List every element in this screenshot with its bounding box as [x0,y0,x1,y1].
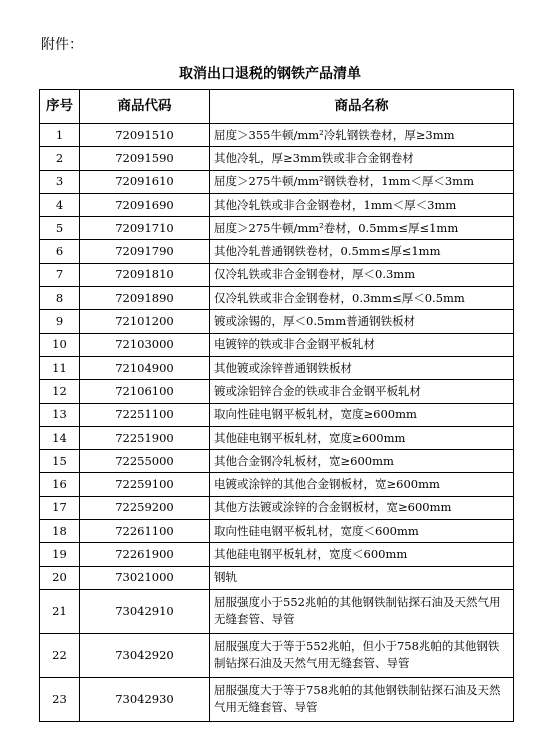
table-row [40,403,514,426]
table-row [40,677,514,721]
document-title: 取消出口退税的钢铁产品清单 [179,66,361,82]
cell-seq: 1 [40,124,80,147]
cell-seq: 9 [40,310,80,333]
table-row [40,566,514,589]
cell-code: 73021000 [80,566,210,589]
cell-code: 73042930 [80,677,210,721]
cell-code: 72091710 [80,217,210,240]
cell-seq: 11 [40,356,80,379]
cell-name: 仅冷轧铁或非合金钢卷材，厚＜0.3mm [210,263,514,286]
cell-code: 72255000 [80,450,210,473]
cell-name: 其他硅电钢平板轧材，宽度＜600mm [210,543,514,566]
cell-seq: 18 [40,520,80,543]
cell-name: 其他镀或涂锌普通钢铁板材 [210,356,514,379]
table-row [40,124,514,147]
cell-name: 电镀或涂锌的其他合金钢板材，宽≥600mm [210,473,514,496]
table-row [40,333,514,356]
cell-code: 72091610 [80,170,210,193]
cell-seq: 15 [40,450,80,473]
cell-code: 72106100 [80,380,210,403]
table-row [40,380,514,403]
cell-name: 其他合金钢冷轧板材，宽≥600mm [210,450,514,473]
cell-name: 镀或涂铝锌合金的铁或非合金钢平板轧材 [210,380,514,403]
cell-code: 72259100 [80,473,210,496]
cell-name: 其他冷轧，厚≥3mm铁或非合金钢卷材 [210,147,514,170]
cell-name: 其他方法镀或涂锌的合金钢板材，宽≥600mm [210,496,514,519]
cell-seq: 2 [40,147,80,170]
cell-code: 72251900 [80,426,210,449]
cell-name: 取向性硅电钢平板轧材，宽度≥600mm [210,403,514,426]
table-row [40,633,514,677]
table-row [40,170,514,193]
cell-code: 72091790 [80,240,210,263]
cell-name: 仅冷轧铁或非合金钢卷材，0.3mm≤厚＜0.5mm [210,287,514,310]
table-row [40,217,514,240]
header-name: 商品名称 [210,90,514,124]
table-row [40,543,514,566]
cell-seq: 20 [40,566,80,589]
header-seq: 序号 [40,90,80,124]
cell-name: 其他冷轧铁或非合金钢卷材，1mm＜厚＜3mm [210,193,514,216]
cell-code: 72104900 [80,356,210,379]
cell-name: 屈服强度小于552兆帕的其他钢铁制钻探石油及天然气用无缝套管、导管 [210,589,514,633]
cell-seq: 7 [40,263,80,286]
table-row [40,589,514,633]
cell-name: 镀或涂锡的，厚＜0.5mm普通钢铁板材 [210,310,514,333]
table-row [40,450,514,473]
table-row [40,473,514,496]
cell-name: 取向性硅电钢平板轧材，宽度＜600mm [210,520,514,543]
cell-code: 72261100 [80,520,210,543]
cell-name: 屈度＞275牛顿/mm²卷材，0.5mm≤厚≤1mm [210,217,514,240]
table-row [40,147,514,170]
cell-code: 72251100 [80,403,210,426]
cell-code: 72101200 [80,310,210,333]
attachment-label: 附件： [41,37,83,53]
header-code: 商品代码 [80,90,210,124]
cell-code: 72103000 [80,333,210,356]
cell-seq: 4 [40,193,80,216]
cell-code: 72261900 [80,543,210,566]
cell-seq: 10 [40,333,80,356]
cell-name: 电镀锌的铁或非合金钢平板轧材 [210,333,514,356]
cell-seq: 16 [40,473,80,496]
cell-code: 73042910 [80,589,210,633]
table-header-row [40,90,514,124]
cell-seq: 21 [40,589,80,633]
cell-seq: 22 [40,633,80,677]
cell-code: 72091890 [80,287,210,310]
cell-seq: 8 [40,287,80,310]
table-row [40,496,514,519]
cell-seq: 23 [40,677,80,721]
cell-seq: 6 [40,240,80,263]
cell-code: 72091810 [80,263,210,286]
cell-seq: 12 [40,380,80,403]
product-table [39,89,514,722]
cell-seq: 3 [40,170,80,193]
table-row [40,240,514,263]
table-row [40,356,514,379]
cell-seq: 17 [40,496,80,519]
cell-name: 屈服强度大于等于552兆帕，但小于758兆帕的其他钢铁制钻探石油及天然气用无缝套管、导管 [210,633,514,677]
cell-code: 72091510 [80,124,210,147]
cell-name: 屈度＞355牛顿/mm²冷轧钢铁卷材，厚≥3mm [210,124,514,147]
cell-seq: 5 [40,217,80,240]
cell-name: 其他冷轧普通钢铁卷材，0.5mm≤厚≤1mm [210,240,514,263]
cell-code: 73042920 [80,633,210,677]
table-row [40,287,514,310]
cell-code: 72091690 [80,193,210,216]
cell-name: 其他硅电钢平板轧材，宽度≥600mm [210,426,514,449]
cell-name: 钢轨 [210,566,514,589]
cell-name: 屈度＞275牛顿/mm²钢铁卷材，1mm＜厚＜3mm [210,170,514,193]
cell-code: 72259200 [80,496,210,519]
table-row [40,426,514,449]
cell-code: 72091590 [80,147,210,170]
table-row [40,310,514,333]
cell-name: 屈服强度大于等于758兆帕的其他钢铁制钻探石油及天然气用无缝套管、导管 [210,677,514,721]
cell-seq: 19 [40,543,80,566]
cell-seq: 13 [40,403,80,426]
cell-seq: 14 [40,426,80,449]
table-row [40,263,514,286]
table-row [40,520,514,543]
table-row [40,193,514,216]
